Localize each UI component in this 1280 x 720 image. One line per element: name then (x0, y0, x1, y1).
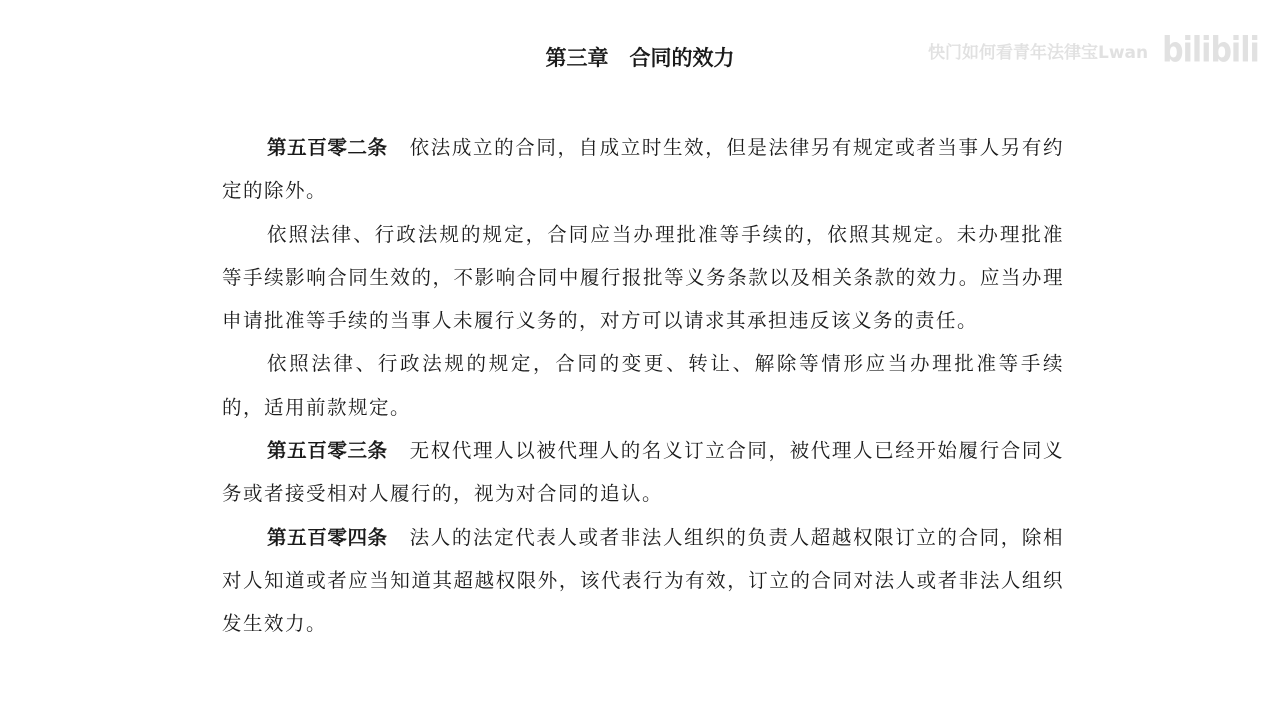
bilibili-logo-icon: bilibili (1162, 29, 1259, 71)
article-number: 第五百零三条 (267, 439, 388, 463)
article-text: 依法成立的合同，自成立时生效，但是法律另有规定或者当事人另有约定的除外。 (222, 136, 1064, 203)
bilibili-watermark (928, 30, 1258, 70)
article-502-paragraph-3: 依照法律、行政法规的规定，合同的变更、转让、解除等情形应当办理批准等手续的，适用前款规定。 (222, 352, 1064, 419)
article-number: 第五百零四条 (267, 525, 388, 549)
document-body (222, 126, 1064, 646)
article-502-paragraph-2: 依照法律、行政法规的规定，合同应当办理批准等手续的，依照其规定。未办理批准等手续影响合同生效的，不影响合同中履行报批等义务条款以及相关条款的效力。应当办理申请批准等手续的当事人未履行义务的，对方可以请求其承担违反该义务的责任。 (222, 222, 1064, 333)
article-number: 第五百零二条 (267, 136, 388, 159)
article-text: 无权代理人以被代理人的名义订立合同，被代理人已经开始履行合同义务或者接受相对人履行的，视为对合同的追认。 (222, 439, 1064, 506)
article-502-paragraph-1 (222, 126, 1064, 213)
chapter-title: 第三章 合同的效力 (545, 46, 735, 70)
article-504-paragraph-1 (222, 516, 1064, 646)
article-503-paragraph-1 (222, 429, 1064, 516)
watermark-text: 快门如何看青年法律宝Lwan (928, 42, 1149, 63)
article-text: 法人的法定代表人或者非法人组织的负责人超越权限订立的合同，除相对人知道或者应当知道其超越权限外，该代表行为有效，订立的合同对法人或者非法人组织发生效力。 (222, 525, 1064, 636)
